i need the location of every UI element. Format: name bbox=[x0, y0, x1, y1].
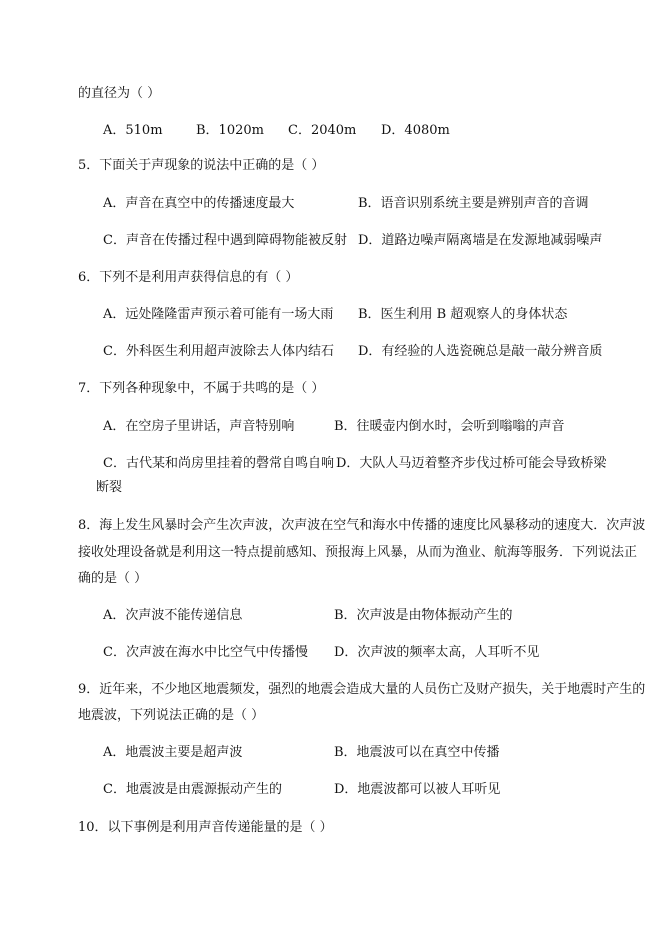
q9-option-a: A．地震波主要是超声波 bbox=[103, 745, 243, 760]
q6-stem: 6．下列不是利用声获得信息的有（ ） bbox=[78, 270, 299, 285]
q4-option-d: D．4080m bbox=[381, 123, 450, 138]
q5-option-a: A．声音在真空中的传播速度最大 bbox=[103, 196, 295, 211]
q6-option-d: D．有经验的人选瓷碗总是敲一敲分辨音质 bbox=[358, 344, 603, 359]
q7-option-c: C．古代某和尚房里挂着的磬常自鸣自响 bbox=[103, 456, 334, 471]
q7-option-d: D．大队人马迈着整齐步伐过桥可能会导致桥梁 bbox=[336, 456, 607, 471]
q5-option-d: D．道路边噪声隔离墙是在发源地减弱噪声 bbox=[358, 233, 603, 248]
q9-option-d: D．地震波都可以被人耳听见 bbox=[334, 782, 501, 797]
q9-option-b: B．地震波可以在真空中传播 bbox=[334, 745, 500, 760]
q6-option-c: C．外科医生利用超声波除去人体内结石 bbox=[103, 344, 334, 359]
q5-option-c: C．声音在传播过程中遇到障碍物能被反射 bbox=[103, 233, 347, 248]
q7-option-d-continuation: 断裂 bbox=[96, 480, 123, 495]
q4-option-b: B．1020m bbox=[196, 123, 264, 138]
q4-option-a: A．510m bbox=[103, 123, 163, 138]
q9-option-c: C．地震波是由震源振动产生的 bbox=[103, 782, 282, 797]
q8-option-a: A．次声波不能传递信息 bbox=[103, 608, 243, 623]
q7-stem: 7．下列各种现象中，不属于共鸣的是（ ） bbox=[78, 381, 325, 396]
q5-option-b: B．语音识别系统主要是辨别声音的音调 bbox=[358, 196, 589, 211]
q8-stem-line-3: 确的是（ ） bbox=[78, 571, 148, 586]
q4-stem-tail: 的直径为（ ） bbox=[78, 86, 161, 101]
q8-stem-line-2: 接收处理设备就是利用这一特点提前感知、预报海上风暴，从而为渔业、航海等服务．下列说法正 bbox=[78, 545, 638, 560]
q6-option-a: A．远处隆隆雷声预示着可能有一场大雨 bbox=[103, 307, 334, 322]
q9-stem-line-2: 地震波，下列说法正确的是（ ） bbox=[78, 708, 265, 723]
q6-option-b: B．医生利用 B 超观察人的身体状态 bbox=[358, 307, 568, 322]
q4-option-c: C．2040m bbox=[288, 123, 357, 138]
q8-option-c: C．次声波在海水中比空气中传播慢 bbox=[103, 645, 308, 660]
q8-option-d: D．次声波的频率太高，人耳听不见 bbox=[334, 645, 540, 660]
q8-option-b: B．次声波是由物体振动产生的 bbox=[334, 608, 513, 623]
q10-stem: 10．以下事例是利用声音传递能量的是（ ） bbox=[78, 820, 333, 835]
q7-option-a: A．在空房子里讲话，声音特别响 bbox=[103, 419, 295, 434]
q7-option-b: B．往暖壶内倒水时，会听到嗡嗡的声音 bbox=[334, 419, 565, 434]
q8-stem-line-1: 8．海上发生风暴时会产生次声波，次声波在空气和海水中传播的速度比风暴移动的速度大．次声波 bbox=[78, 518, 646, 533]
q9-stem-line-1: 9．近年来，不少地区地震频发，强烈的地震会造成大量的人员伤亡及财产损失，关于地震时产生的 bbox=[78, 682, 646, 697]
q5-stem: 5．下面关于声现象的说法中正确的是（ ） bbox=[78, 158, 325, 173]
